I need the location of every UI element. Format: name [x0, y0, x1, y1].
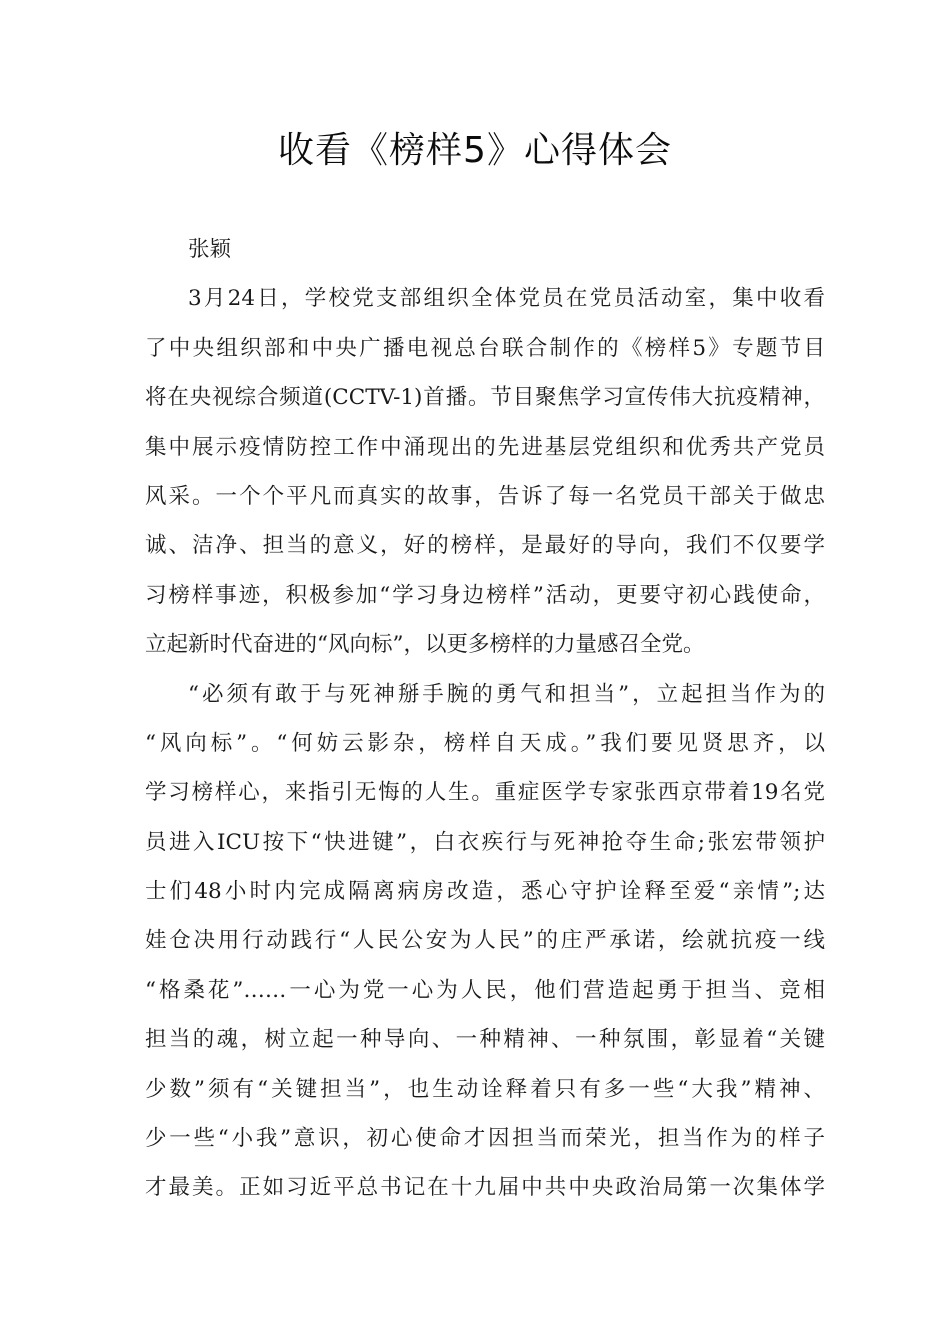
- paragraph-line: 诚、洁净、担当的意义，好的榜样，是最好的导向，我们不仅要学: [145, 533, 825, 559]
- paragraph-line: 才最美。正如习近平总书记在十九届中共中央政治局第一次集体学: [145, 1175, 825, 1201]
- paragraph-line: 将在央视综合频道(CCTV-1)首播。节目聚焦学习宣传伟大抗疫精神，: [145, 385, 825, 411]
- paragraph-line: 了中央组织部和中央广播电视总台联合制作的《榜样5》专题节目: [145, 335, 825, 361]
- paragraph-line: 集中展示疫情防控工作中涌现出的先进基层党组织和优秀共产党员: [145, 434, 825, 460]
- paragraph-line: 员进入ICU按下“快进键”，白衣疾行与死神抢夺生命;张宏带领护: [145, 829, 825, 855]
- document-title: 收看《榜样5》心得体会: [278, 130, 672, 171]
- paragraph-line: 风采。一个个平凡而真实的故事，告诉了每一名党员干部关于做忠: [145, 483, 825, 509]
- author-line: 张颖: [188, 237, 232, 262]
- paragraph-line: 习榜样事迹，积极参加“学习身边榜样”活动，更要守初心践使命，: [145, 582, 825, 608]
- paragraph-line: “格桑花”……一心为党一心为人民，他们营造起勇于担当、竞相: [145, 977, 825, 1003]
- paragraph-line: 娃仓决用行动践行“人民公安为人民”的庄严承诺，绘就抗疫一线: [145, 928, 825, 954]
- paragraph-line: “必须有敢于与死神掰手腕的勇气和担当”，立起担当作为的: [188, 681, 825, 707]
- paragraph-line: 担当的魂，树立起一种导向、一种精神、一种氛围，彰显着“关键: [145, 1027, 825, 1053]
- paragraph-line: 3月24日，学校党支部组织全体党员在党员活动室，集中收看: [188, 286, 825, 312]
- paragraph-line: 少数”须有“关键担当”，也生动诠释着只有多一些“大我”精神、: [145, 1076, 825, 1102]
- paragraph-2: [145, 677, 825, 1220]
- document-body: [145, 232, 825, 1220]
- paragraph-line: 少一些“小我”意识，初心使命才因担当而荣光，担当作为的样子: [145, 1126, 825, 1152]
- paragraph-line: 士们48小时内完成隔离病房改造，悉心守护诠释至爱“亲情”;达: [145, 879, 825, 905]
- paragraph-1: [145, 281, 825, 676]
- paragraph-line: 立起新时代奋进的“风向标”，以更多榜样的力量感召全党。: [145, 632, 705, 658]
- paragraph-line: 学习榜样心，来指引无悔的人生。重症医学专家张西京带着19名党: [145, 780, 825, 806]
- paragraph-line: “风向标”。“何妨云影杂，榜样自天成。”我们要见贤思齐，以: [145, 730, 825, 756]
